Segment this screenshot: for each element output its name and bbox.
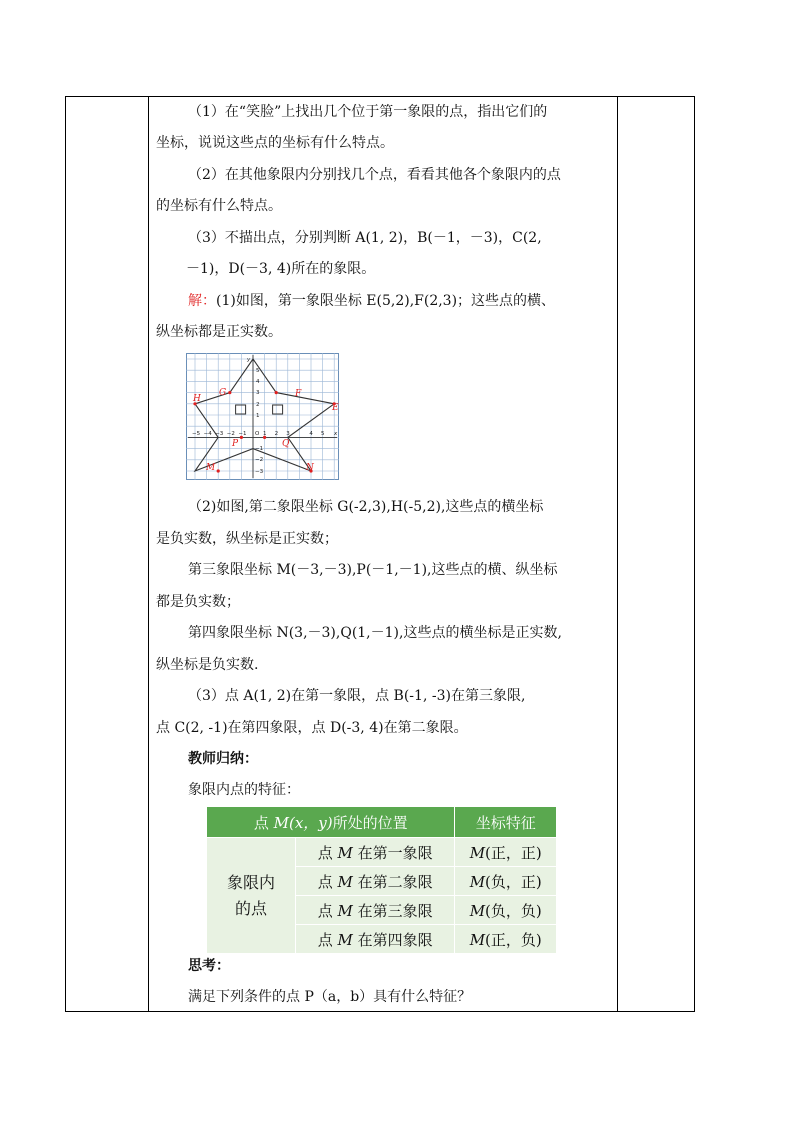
answer-3-line-1: （3）点 A(1, 2)在第一象限，点 B(-1, -3)在第三象限, bbox=[188, 688, 526, 704]
origin-label: O bbox=[255, 431, 260, 437]
x-tick: 2 bbox=[274, 431, 279, 437]
merged-category-cell: 象限内的点 bbox=[207, 838, 296, 954]
point-label-g: G bbox=[219, 388, 227, 398]
header-feature: 坐标特征 bbox=[455, 807, 557, 838]
point-label-q: Q bbox=[282, 439, 290, 449]
position-cell: 点 M 在第一象限 bbox=[296, 838, 455, 867]
question-3-line-2: －1)，D(－3, 4)所在的象限。 bbox=[186, 261, 376, 277]
point-label-n: N bbox=[306, 463, 314, 473]
solution-3-line-2: 都是负实数； bbox=[156, 594, 240, 610]
y-tick: −3 bbox=[255, 469, 264, 475]
quadrant-feature-table bbox=[206, 806, 557, 954]
solution-2-line-1: （2)如图,第二象限坐标 G(-2,3),H(-5,2),这些点的横坐标 bbox=[188, 499, 544, 515]
position-cell: 点 M 在第二象限 bbox=[296, 867, 455, 896]
table-header-row bbox=[207, 807, 557, 838]
feature-cell: M(负，正) bbox=[455, 867, 557, 896]
solution-2-line-2: 是负实数，纵坐标是正实数； bbox=[156, 531, 338, 547]
header-position: 点 M(x，y)所处的位置 bbox=[207, 807, 455, 838]
think-heading: 思考： bbox=[188, 958, 230, 974]
table-row bbox=[207, 838, 557, 867]
x-tick: −5 bbox=[192, 431, 201, 437]
question-1-line-2: 坐标，说说这些点的坐标有什么特点。 bbox=[156, 135, 394, 151]
question-1-line-1: （1）在“笑脸”上找出几个位于第一象限的点，指出它们的 bbox=[188, 104, 548, 120]
point-label-f: F bbox=[295, 389, 302, 399]
position-cell: 点 M 在第三象限 bbox=[296, 896, 455, 925]
solution-1-line-1 bbox=[188, 286, 555, 317]
x-tick: 1 bbox=[263, 431, 267, 437]
teacher-summary-heading: 教师归纳： bbox=[188, 751, 258, 767]
solution-3-line-1: 第三象限坐标 M(－3,－3),P(－1,－1),这些点的横、纵坐标 bbox=[188, 562, 558, 578]
position-cell: 点 M 在第四象限 bbox=[296, 925, 455, 954]
feature-cell: M(负，负) bbox=[455, 896, 557, 925]
quadrant-feature-intro: 象限内点的特征： bbox=[188, 782, 300, 798]
smiley-coordinate-figure bbox=[186, 353, 339, 480]
x-axis-label: x bbox=[334, 431, 338, 437]
column-divider-right bbox=[617, 97, 618, 1011]
y-axis-label: y bbox=[247, 357, 251, 363]
y-tick: −2 bbox=[255, 457, 264, 463]
solution-1-line-2: 纵坐标都是正实数。 bbox=[156, 324, 282, 340]
solution-4-line-1: 第四象限坐标 N(3,－3),Q(1,－1),这些点的横坐标是正实数, bbox=[188, 625, 562, 641]
solution-1-text: (1)如图，第一象限坐标 E(5,2),F(2,3)；这些点的横、 bbox=[216, 293, 556, 309]
x-tick: −4 bbox=[203, 431, 212, 437]
question-3-line-1: （3）不描出点，分别判断 A(1, 2)，B(－1，－3)，C(2, bbox=[188, 230, 542, 246]
y-tick: −1 bbox=[255, 446, 264, 452]
y-tick: 2 bbox=[256, 402, 260, 408]
solution-4-line-2: 纵坐标是负实数. bbox=[156, 657, 259, 673]
question-2-line-1: （2）在其他象限内分别找几个点，看看其他各个象限内的点 bbox=[188, 167, 561, 183]
point-label-h: H bbox=[193, 394, 201, 404]
answer-3-line-2: 点 C(2, -1)在第四象限，点 D(-3, 4)在第二象限。 bbox=[156, 720, 468, 736]
y-tick: 1 bbox=[256, 413, 260, 419]
x-tick: −1 bbox=[238, 431, 247, 437]
x-tick: −2 bbox=[226, 431, 235, 437]
point-label-m: M bbox=[206, 463, 216, 473]
y-tick: 3 bbox=[256, 390, 260, 396]
point-label-p: P bbox=[232, 439, 239, 449]
x-tick: 5 bbox=[321, 431, 325, 437]
solution-label: 解： bbox=[188, 293, 216, 309]
y-tick: 4 bbox=[256, 379, 260, 385]
feature-cell: M(正，负) bbox=[455, 925, 557, 954]
feature-cell: M(正，正) bbox=[455, 838, 557, 867]
column-divider-left bbox=[148, 97, 149, 1011]
think-question: 满足下列条件的点 P（a，b）具有什么特征？ bbox=[188, 989, 472, 1005]
x-tick: −3 bbox=[215, 431, 224, 437]
question-2-line-2: 的坐标有什么特点。 bbox=[156, 198, 282, 214]
point-label-e: E bbox=[332, 403, 339, 413]
y-tick: 5 bbox=[256, 368, 260, 374]
x-tick: 3 bbox=[286, 431, 290, 437]
x-tick: 4 bbox=[309, 431, 313, 437]
